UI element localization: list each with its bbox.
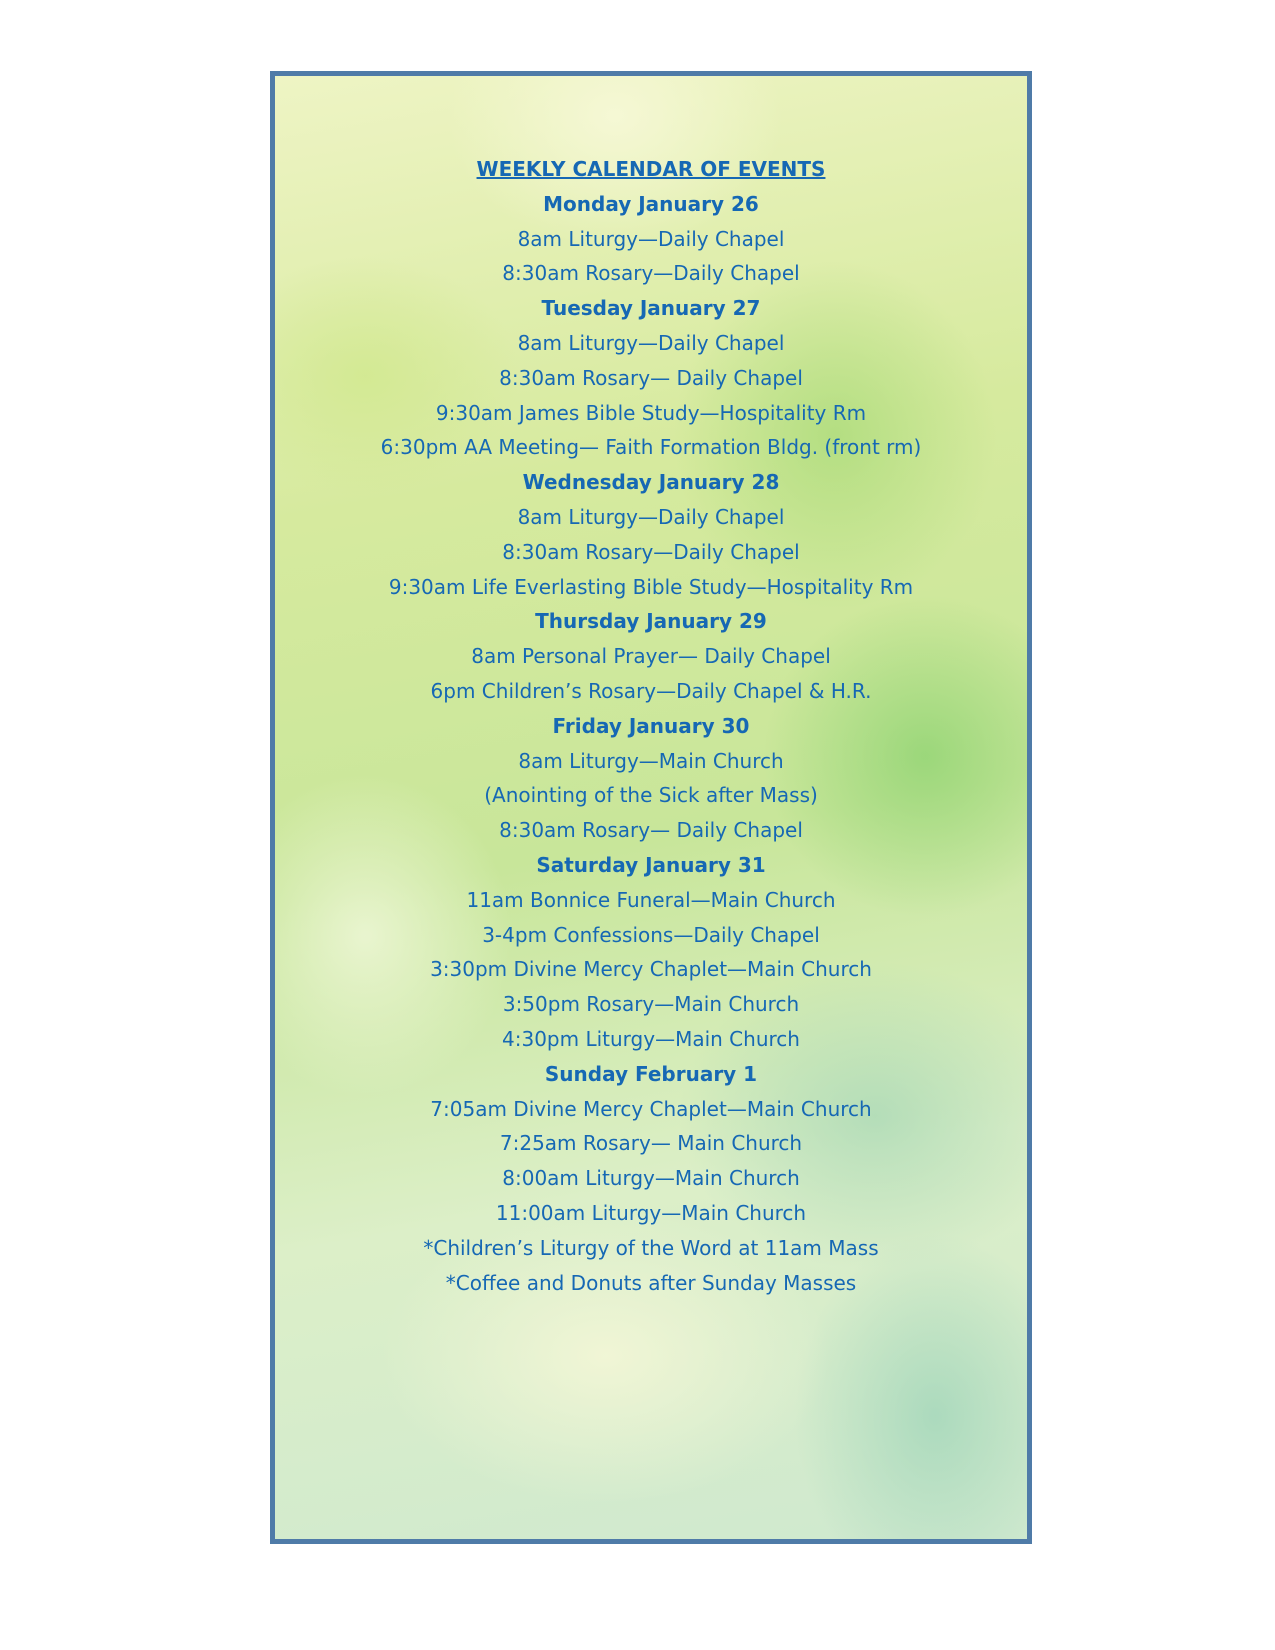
event-item: 4:30pm Liturgy—Main Church <box>502 1026 800 1051</box>
day-heading-wednesday: Wednesday January 28 <box>522 470 780 495</box>
event-item: 9:30am James Bible Study—Hospitality Rm <box>435 400 867 425</box>
event-item: 8:30am Rosary—Daily Chapel <box>502 539 800 564</box>
calendar-panel <box>270 71 1032 1544</box>
event-item: 8am Liturgy—Daily Chapel <box>517 504 785 529</box>
day-heading-friday: Friday January 30 <box>552 713 750 738</box>
event-item: 11:00am Liturgy—Main Church <box>495 1200 807 1225</box>
event-item: 8:30am Rosary—Daily Chapel <box>502 261 800 286</box>
event-item: 6pm Children’s Rosary—Daily Chapel & H.R. <box>430 678 872 703</box>
event-note: *Children’s Liturgy of the Word at 11am Mass <box>423 1235 879 1260</box>
event-item: 6:30pm AA Meeting— Faith Formation Bldg. (front rm) <box>380 435 922 460</box>
day-heading-saturday: Saturday January 31 <box>536 852 766 877</box>
event-item: 8:30am Rosary— Daily Chapel <box>499 818 803 843</box>
event-item: 8am Liturgy—Daily Chapel <box>517 226 785 251</box>
calendar-title: WEEKLY CALENDAR OF EVENTS <box>476 157 826 181</box>
event-item: 3-4pm Confessions—Daily Chapel <box>482 922 820 947</box>
event-item: 8am Liturgy—Daily Chapel <box>517 330 785 355</box>
day-heading-thursday: Thursday January 29 <box>535 609 767 634</box>
day-heading-monday: Monday January 26 <box>543 191 759 216</box>
event-item: 7:05am Divine Mercy Chaplet—Main Church <box>430 1096 872 1121</box>
event-item: 11am Bonnice Funeral—Main Church <box>466 887 836 912</box>
event-item: 3:30pm Divine Mercy Chaplet—Main Church <box>430 957 872 982</box>
event-item: 8am Liturgy—Main Church <box>518 748 784 773</box>
event-item: 8:00am Liturgy—Main Church <box>502 1166 800 1191</box>
event-item: 7:25am Rosary— Main Church <box>499 1131 803 1156</box>
weekly-calendar <box>275 152 1027 1300</box>
event-item: 8:30am Rosary— Daily Chapel <box>499 365 803 390</box>
event-note: *Coffee and Donuts after Sunday Masses <box>445 1270 857 1295</box>
event-note: (Anointing of the Sick after Mass) <box>484 783 818 808</box>
event-item: 8am Personal Prayer— Daily Chapel <box>471 644 831 669</box>
day-heading-sunday: Sunday February 1 <box>544 1061 758 1086</box>
event-item: 9:30am Life Everlasting Bible Study—Hospitality Rm <box>388 574 914 599</box>
day-heading-tuesday: Tuesday January 27 <box>541 296 761 321</box>
event-item: 3:50pm Rosary—Main Church <box>502 992 800 1017</box>
